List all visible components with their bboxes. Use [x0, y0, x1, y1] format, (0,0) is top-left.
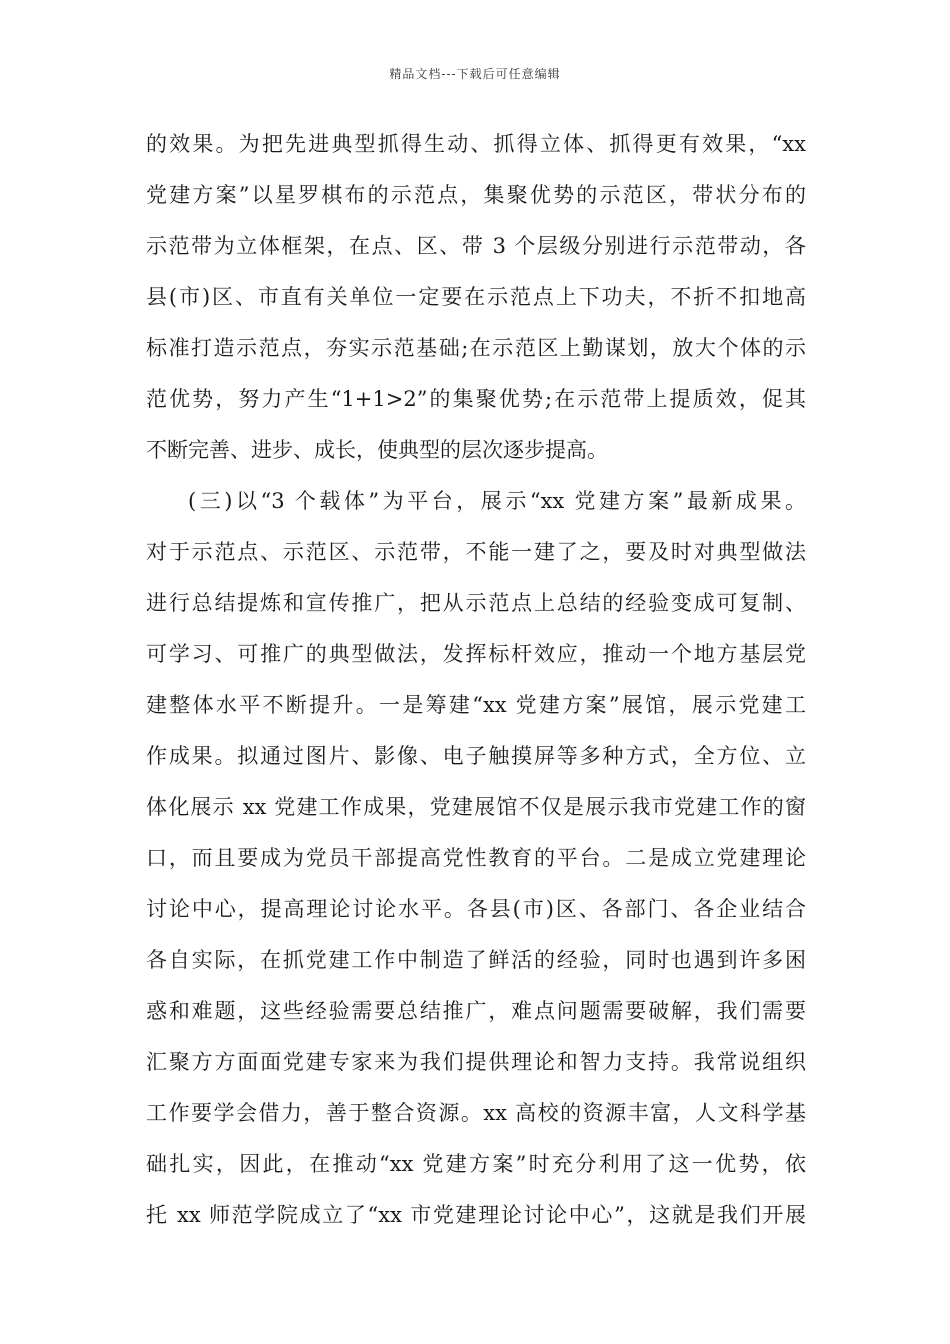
- text-line-3: 示范带为立体框架，在点、区、带 3 个层级分别进行示范带动，各: [146, 234, 806, 258]
- text-line-1: 的效果。为把先进典型抓得生动、抓得立体、抓得更有效果，“xx: [146, 132, 806, 156]
- text-line-5: 标准打造示范点，夯实示范基础;在示范区上勤谋划，放大个体的示: [146, 336, 806, 360]
- text-line-6: 范优势，努力产生“1+1>2”的集聚优势;在示范带上提质效，促其: [146, 387, 806, 411]
- text-line-21: 础扎实，因此，在推动“xx 党建方案”时充分利用了这一优势，依: [146, 1152, 806, 1176]
- text-line-20: 工作要学会借力，善于整合资源。xx 高校的资源丰富，人文科学基: [146, 1101, 806, 1125]
- text-line-2: 党建方案”以星罗棋布的示范点，集聚优势的示范区，带状分布的: [146, 183, 806, 207]
- text-line-10: 进行总结提炼和宣传推广，把从示范点上总结的经验变成可复制、: [146, 591, 806, 615]
- text-line-12: 建整体水平不断提升。一是筹建“xx 党建方案”展馆，展示党建工: [146, 693, 806, 717]
- paragraph-heading-3: (三)以“3 个载体”为平台，展示“xx 党建方案”最新成果。: [188, 489, 806, 513]
- text-line-19: 汇聚方方面面党建专家来为我们提供理论和智力支持。我常说组织: [146, 1050, 806, 1074]
- text-line-13: 作成果。拟通过图片、影像、电子触摸屏等多种方式，全方位、立: [146, 744, 806, 768]
- text-line-17: 各自实际，在抓党建工作中制造了鲜活的经验，同时也遇到许多困: [146, 948, 806, 972]
- text-line-9: 对于示范点、示范区、示范带，不能一建了之，要及时对典型做法: [146, 540, 806, 564]
- text-line-7: 不断完善、进步、成长，使典型的层次逐步提高。: [146, 438, 608, 462]
- page-header: 精品文档---下载后可任意编辑: [389, 67, 561, 81]
- text-line-15: 口，而且要成为党员干部提高党性教育的平台。二是成立党建理论: [146, 846, 806, 870]
- text-line-18: 惑和难题，这些经验需要总结推广，难点问题需要破解，我们需要: [146, 999, 806, 1023]
- text-line-14: 体化展示 xx 党建工作成果，党建展馆不仅是展示我市党建工作的窗: [146, 795, 806, 819]
- text-line-4: 县(市)区、市直有关单位一定要在示范点上下功夫，不折不扣地高: [146, 285, 806, 309]
- text-line-22: 托 xx 师范学院成立了“xx 市党建理论讨论中心”，这就是我们开展: [146, 1203, 806, 1227]
- text-line-11: 可学习、可推广的典型做法，发挥标杆效应，推动一个地方基层党: [146, 642, 806, 666]
- text-line-16: 讨论中心，提高理论讨论水平。各县(市)区、各部门、各企业结合: [146, 897, 806, 921]
